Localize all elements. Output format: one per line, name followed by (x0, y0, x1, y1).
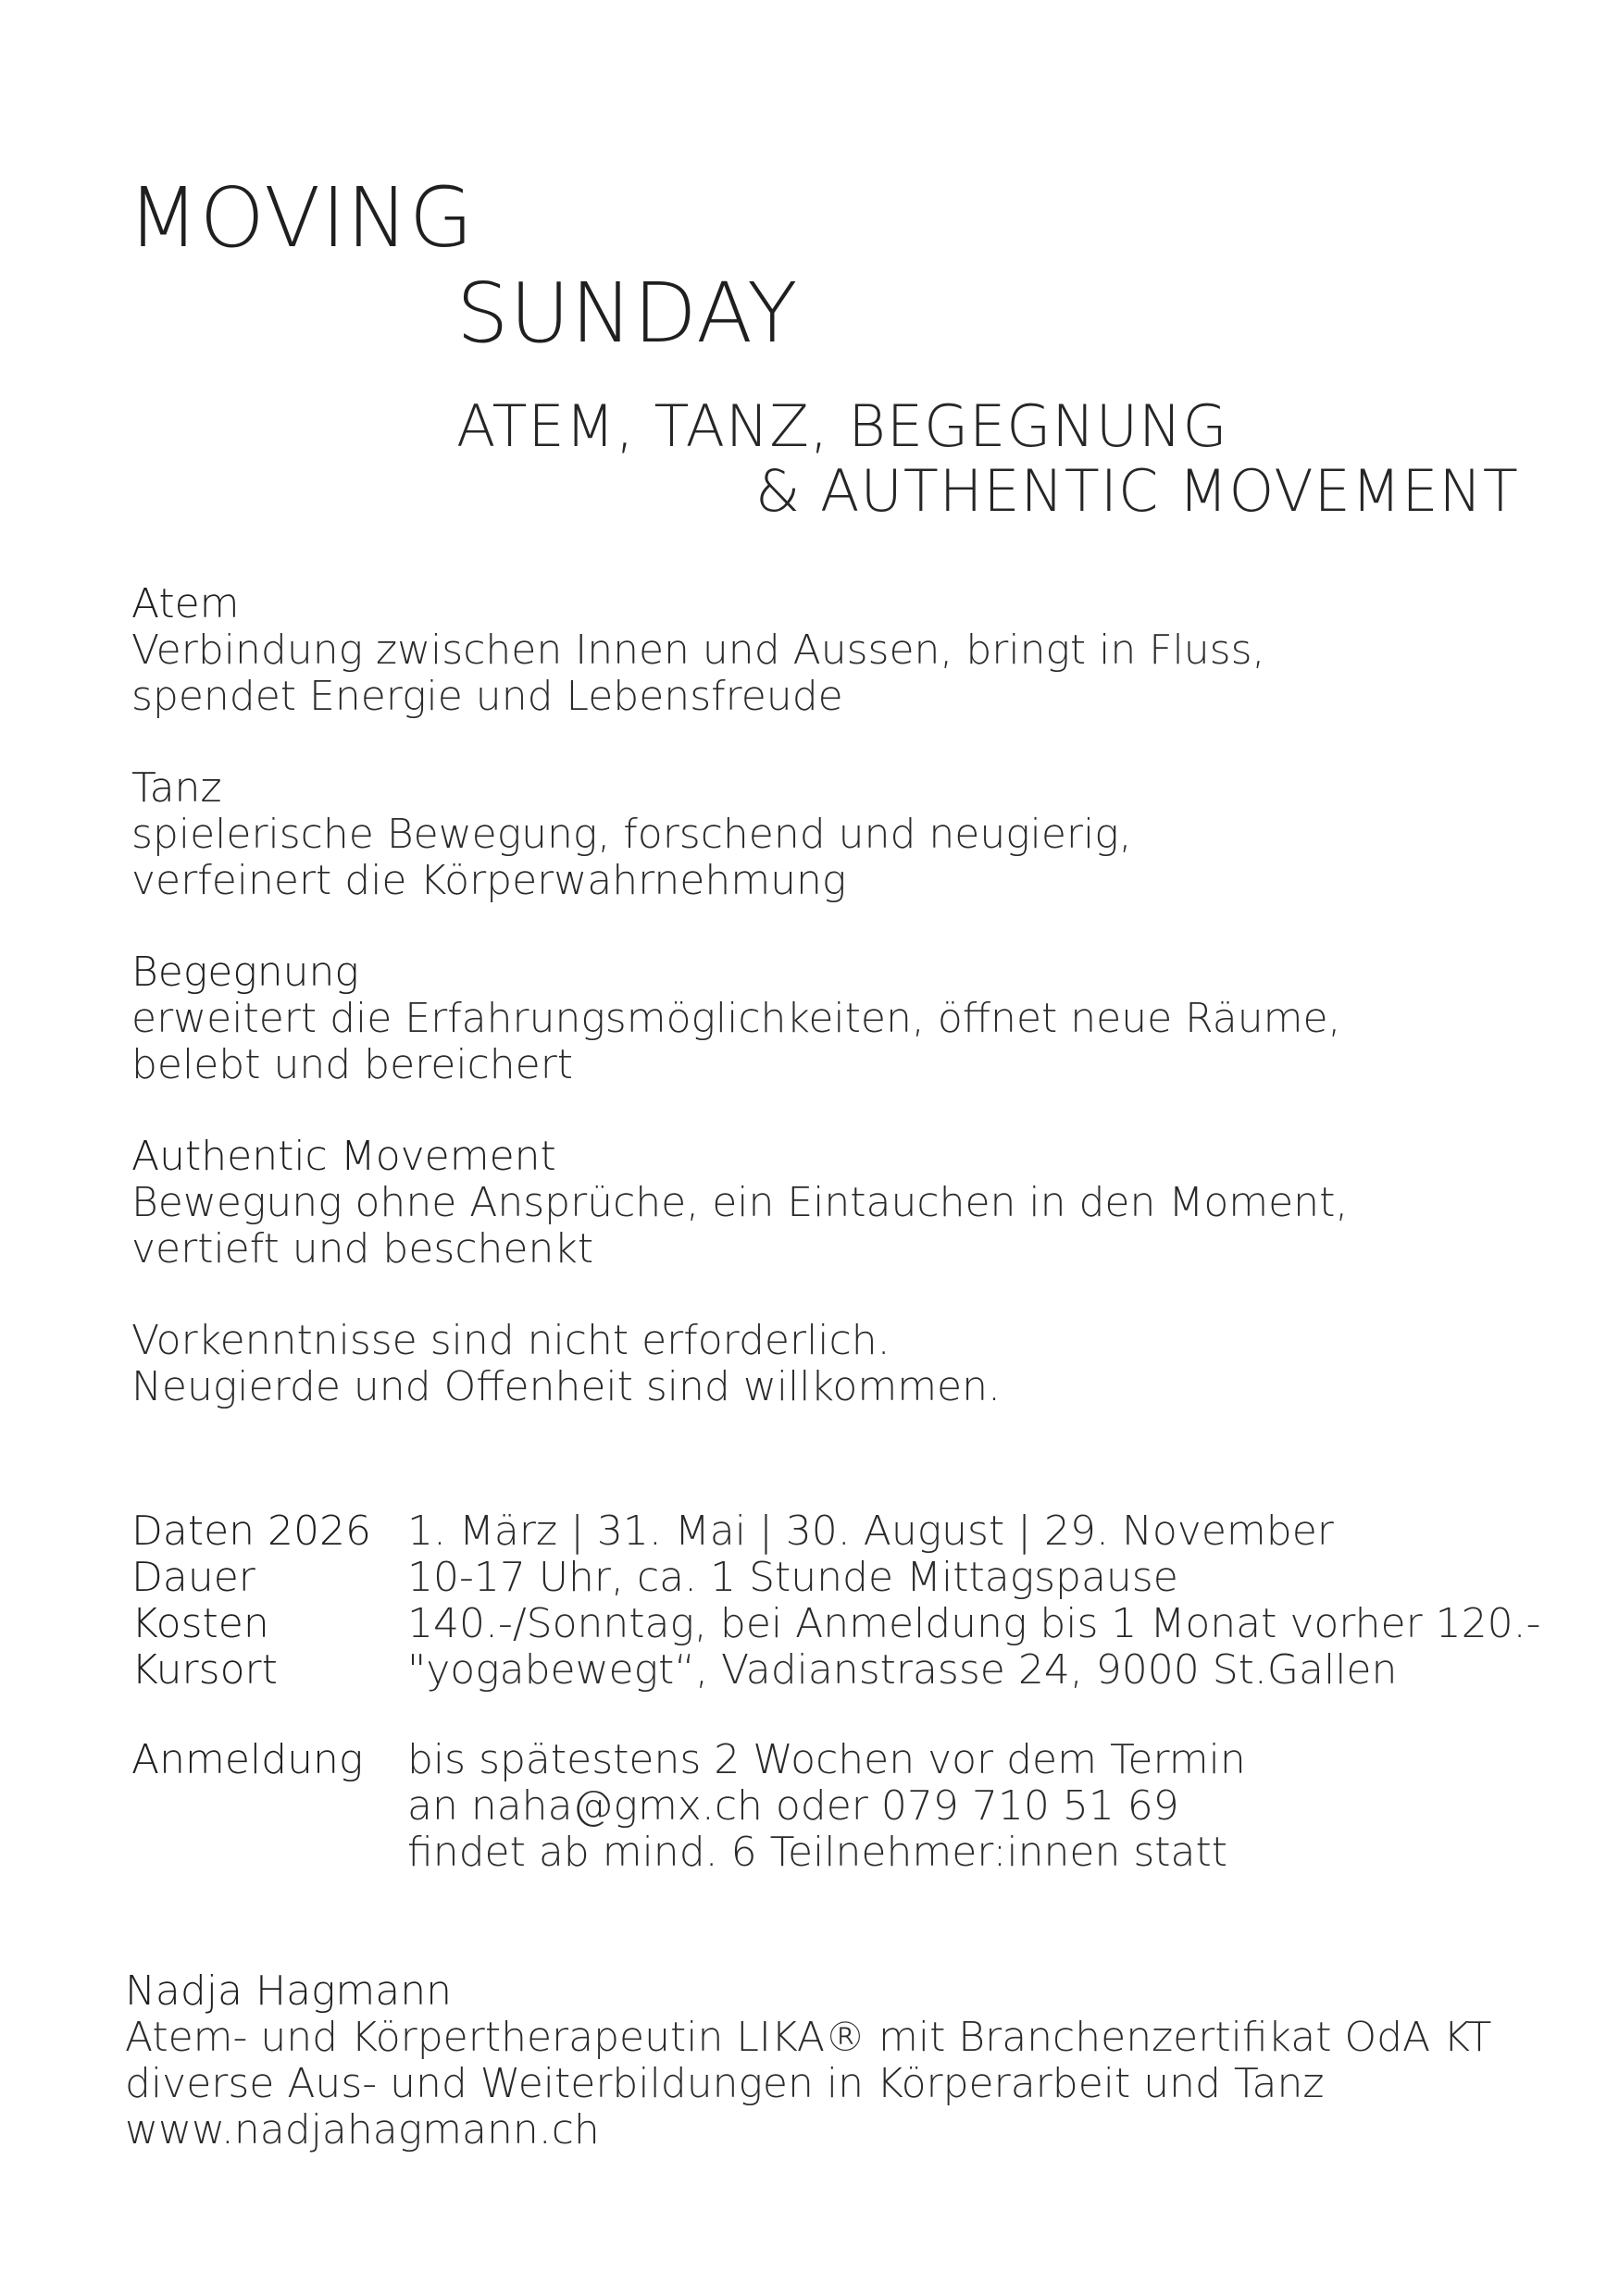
info-label: Kosten (131, 1600, 269, 1647)
author-block (125, 1968, 1491, 2153)
section-atem (131, 581, 1265, 720)
author-name: Nadja Hagmann (125, 1967, 453, 2015)
author-website-link[interactable]: www.nadjahagmann.ch (125, 2106, 600, 2153)
registration-line: bis spätestens 2 Wochen vor dem Termin (407, 1736, 1246, 1783)
info-row-daten (131, 1508, 1575, 1555)
section-text-line: verfeinert die Körperwahrnehmung (131, 857, 847, 904)
section-begegnung (131, 949, 1341, 1088)
info-row-kosten (131, 1601, 1575, 1647)
section-text-line: Bewegung ohne Ansprüche, ein Eintauchen in den Moment, (131, 1179, 1349, 1226)
info-label: Daten 2026 (131, 1508, 372, 1555)
section-tanz (131, 765, 1132, 904)
info-table (131, 1508, 1575, 1694)
registration-details (407, 1737, 1246, 1876)
registration-label: Anmeldung (131, 1736, 364, 1783)
author-credential-line: diverse Aus- und Weiterbildungen in Körperarbeit und Tanz (125, 2060, 1325, 2107)
section-text-line: spendet Energie und Lebensfreude (131, 673, 843, 720)
info-value: 140.-/Sonntag, bei Anmeldung bis 1 Monat vorher 120.- (407, 1600, 1541, 1647)
info-value: 1. März | 31. Mai | 30. August | 29. November (407, 1508, 1334, 1555)
section-text-line: erweitert die Erfahrungsmöglichkeiten, öffnet neue Räume, (131, 995, 1341, 1042)
notes-line: Neugierde und Offenheit sind willkommen. (131, 1363, 1001, 1410)
section-notes (131, 1318, 1001, 1410)
section-heading: Tanz (131, 764, 222, 812)
section-text-line: spielerische Bewegung, forschend und neugierig, (131, 811, 1132, 858)
info-label: Dauer (131, 1554, 255, 1601)
registration-line: findet ab mind. 6 Teilnehmer:innen statt (407, 1829, 1227, 1876)
title-line-1: MOVING (128, 169, 474, 266)
author-credential-line: Atem- und Körpertherapeutin LIKA® mit Branchenzertifikat OdA KT (125, 2014, 1492, 2061)
info-row-dauer (131, 1555, 1575, 1601)
subtitle-line-1: ATEM, TANZ, BEGEGNUNG (456, 392, 1228, 460)
section-text-line: Verbindung zwischen Innen und Aussen, bringt in Fluss, (131, 627, 1265, 674)
info-value: "yogabewegt“, Vadianstrasse 24, 9000 St.Gallen (407, 1646, 1398, 1694)
info-value: 10-17 Uhr, ca. 1 Stunde Mittagspause (407, 1554, 1178, 1601)
info-label: Kursort (131, 1646, 278, 1694)
registration-block (131, 1737, 1575, 1876)
title-line-2: SUNDAY (456, 265, 799, 361)
section-authentic-movement (131, 1134, 1348, 1272)
notes-line: Vorkenntnisse sind nicht erforderlich. (131, 1317, 890, 1364)
section-heading: Begegnung (131, 949, 359, 996)
section-heading: Authentic Movement (131, 1133, 556, 1180)
registration-line: an naha@gmx.ch oder 079 710 51 69 (407, 1782, 1179, 1830)
subtitle-line-2: & AUTHENTIC MOVEMENT (755, 457, 1519, 525)
info-row-kursort (131, 1647, 1575, 1694)
section-text-line: vertieft und beschenkt (131, 1225, 594, 1272)
section-text-line: belebt und bereichert (131, 1041, 574, 1088)
section-heading: Atem (131, 580, 240, 627)
